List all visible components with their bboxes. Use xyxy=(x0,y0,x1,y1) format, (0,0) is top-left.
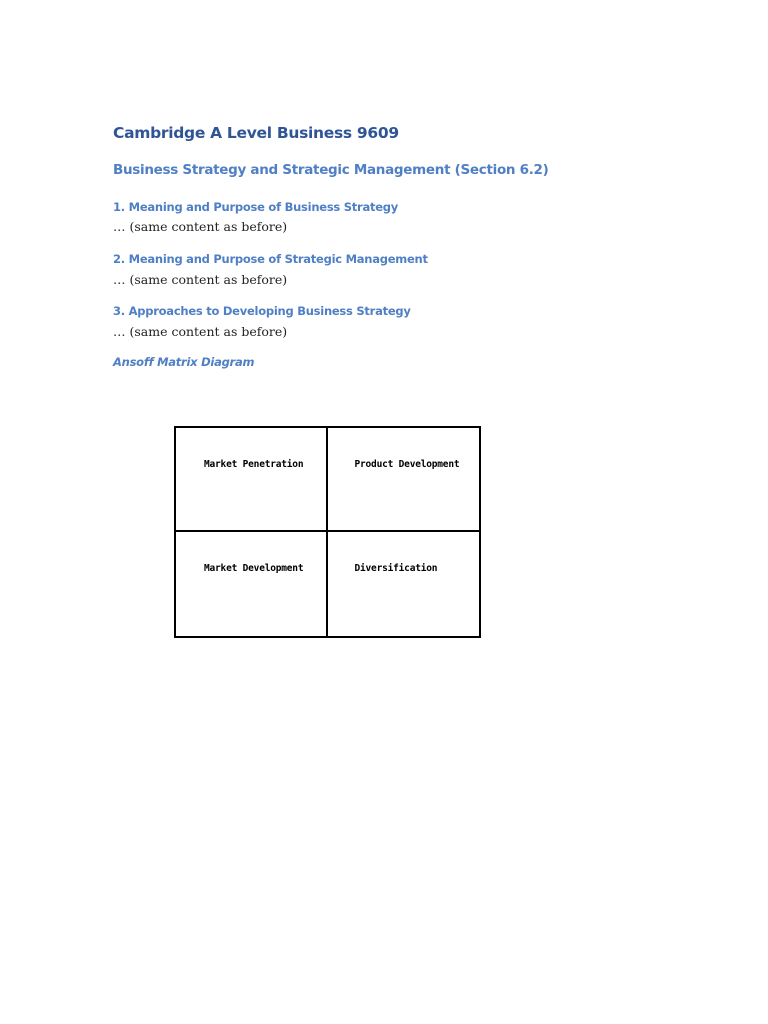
section-body-1: … (same content as before) xyxy=(113,219,288,234)
matrix-cell-label: Market Development xyxy=(204,563,304,574)
matrix-cell-product-development xyxy=(328,428,480,532)
matrix-cell-label: Product Development xyxy=(354,459,460,470)
diagram-caption: Ansoff Matrix Diagram xyxy=(113,355,255,369)
section-heading-2: 2. Meaning and Purpose of Strategic Management xyxy=(113,252,428,266)
matrix-cell-market-penetration xyxy=(176,428,328,532)
section-body-3: … (same content as before) xyxy=(113,324,288,339)
matrix-cell-market-development xyxy=(176,532,328,636)
matrix-cell-label: Market Penetration xyxy=(204,459,304,470)
document-title: Cambridge A Level Business 9609 xyxy=(113,124,399,142)
section-body-2: … (same content as before) xyxy=(113,272,288,287)
section-heading-3: 3. Approaches to Developing Business Strategy xyxy=(113,304,411,318)
matrix-cell-diversification xyxy=(328,532,480,636)
document-subtitle: Business Strategy and Strategic Management (Section 6.2) xyxy=(113,162,549,178)
matrix-cell-label: Diversification xyxy=(354,563,438,574)
section-heading-1: 1. Meaning and Purpose of Business Strategy xyxy=(113,200,398,214)
ansoff-matrix xyxy=(174,426,481,638)
